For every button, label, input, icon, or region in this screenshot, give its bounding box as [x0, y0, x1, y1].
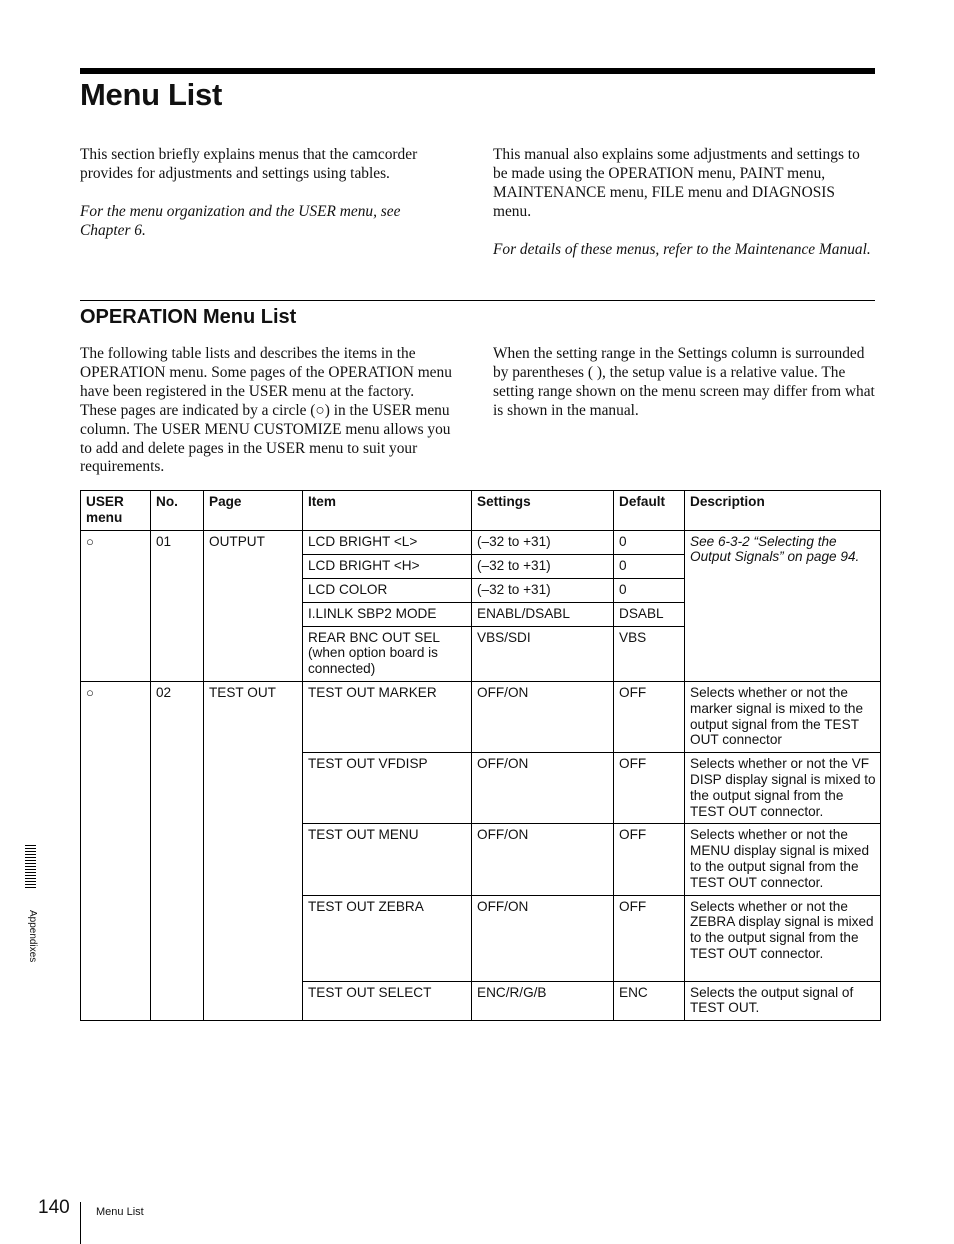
section-thumb-marker — [25, 845, 36, 891]
section-paragraph: When the setting range in the Settings column is surrounded by parentheses ( ), the setup value is a relative value. The setting range shown on the menu screen may differ from what is shown in the manual. — [493, 345, 875, 419]
item-cell: TEST OUT ZEBRA — [303, 895, 472, 981]
operation-menu-table — [80, 490, 881, 1021]
item-cell: TEST OUT SELECT — [303, 981, 472, 1021]
settings-cell: OFF/ON — [472, 824, 614, 895]
item-cell: TEST OUT MARKER — [303, 681, 472, 752]
section-left-column — [80, 345, 452, 477]
settings-cell: (–32 to +31) — [472, 530, 614, 554]
item-cell: I.LINLK SBP2 MODE — [303, 602, 472, 626]
default-cell: OFF — [614, 895, 685, 981]
settings-cell: OFF/ON — [472, 753, 614, 824]
circle-icon: ○ — [86, 684, 94, 700]
header-default: Default — [614, 491, 685, 531]
section-paragraph: The following table lists and describes the items in the OPERATION menu. Some pages of the OPERATION menu have been registered in the USER menu at the factory. These pages are indicated by a circle (○) in the USER menu column. The USER MENU CUSTOMIZE menu allows you to add and delete pages in the USER menu to suit your requirements. — [80, 345, 452, 476]
intro-left-column — [80, 146, 452, 241]
default-cell: 0 — [614, 554, 685, 578]
description-cell: Selects whether or not the VF DISP display signal is mixed to the output signal from the TEST OUT connector. — [685, 753, 881, 824]
settings-cell: (–32 to +31) — [472, 578, 614, 602]
page-cell: TEST OUT — [204, 681, 303, 1020]
default-cell: 0 — [614, 530, 685, 554]
footer-section-label: Menu List — [96, 1206, 144, 1218]
intro-paragraph: This section briefly explains menus that the camcorder provides for adjustments and settings using tables. — [80, 146, 418, 182]
sidebar-section-label: Appendixes — [27, 910, 38, 963]
item-cell: LCD COLOR — [303, 578, 472, 602]
no-cell: 02 — [151, 681, 204, 1020]
description-cell: Selects whether or not the marker signal is mixed to the output signal from the TEST OUT connector — [685, 681, 881, 752]
default-cell: OFF — [614, 681, 685, 752]
intro-right-column — [493, 146, 875, 259]
table-header-row — [81, 491, 881, 531]
default-cell: 0 — [614, 578, 685, 602]
item-cell: REAR BNC OUT SEL (when option board is connected) — [303, 626, 472, 681]
item-cell: LCD BRIGHT <H> — [303, 554, 472, 578]
default-cell: DSABL — [614, 602, 685, 626]
description-cell: Selects the output signal of TEST OUT. — [685, 981, 881, 1021]
settings-cell: OFF/ON — [472, 895, 614, 981]
no-cell: 01 — [151, 530, 204, 681]
default-cell: OFF — [614, 824, 685, 895]
user-menu-cell — [81, 681, 151, 1020]
header-item: Item — [303, 491, 472, 531]
settings-cell: VBS/SDI — [472, 626, 614, 681]
header-settings: Settings — [472, 491, 614, 531]
settings-cell: (–32 to +31) — [472, 554, 614, 578]
footer-rule — [80, 1202, 81, 1244]
default-cell: OFF — [614, 753, 685, 824]
description-cell: Selects whether or not the ZEBRA display signal is mixed to the output signal from the TEST OUT connector. — [685, 895, 881, 981]
page-number: 140 — [38, 1197, 70, 1218]
settings-cell: OFF/ON — [472, 681, 614, 752]
settings-cell: ENABL/DSABL — [472, 602, 614, 626]
intro-reference-note: For details of these menus, refer to the Maintenance Manual. — [493, 240, 871, 258]
header-page: Page — [204, 491, 303, 531]
section-rule — [80, 300, 875, 301]
header-no: No. — [151, 491, 204, 531]
intro-paragraph: This manual also explains some adjustments and settings to be made using the OPERATION menu, PAINT menu, MAINTENANCE menu, FILE menu and DIAGNOSIS menu. — [493, 146, 860, 220]
item-cell: TEST OUT MENU — [303, 824, 472, 895]
section-right-column — [493, 345, 875, 421]
table-row — [81, 681, 881, 752]
item-cell: LCD BRIGHT <L> — [303, 530, 472, 554]
table-row — [81, 530, 881, 554]
intro-reference-note: For the menu organization and the USER menu, see Chapter 6. — [80, 202, 401, 239]
section-title: OPERATION Menu List — [80, 306, 297, 328]
circle-icon: ○ — [86, 533, 94, 549]
header-user-menu: USER menu — [81, 491, 151, 531]
page-cell: OUTPUT — [204, 530, 303, 681]
default-cell: VBS — [614, 626, 685, 681]
item-cell: TEST OUT VFDISP — [303, 753, 472, 824]
default-cell: ENC — [614, 981, 685, 1021]
settings-cell: ENC/R/G/B — [472, 981, 614, 1021]
page-title: Menu List — [80, 77, 222, 112]
header-description: Description — [685, 491, 881, 531]
description-cell: Selects whether or not the MENU display signal is mixed to the output signal from the TEST OUT connector. — [685, 824, 881, 895]
user-menu-cell — [81, 530, 151, 681]
description-cell: See 6-3-2 “Selecting the Output Signals” on page 94. — [685, 530, 881, 681]
